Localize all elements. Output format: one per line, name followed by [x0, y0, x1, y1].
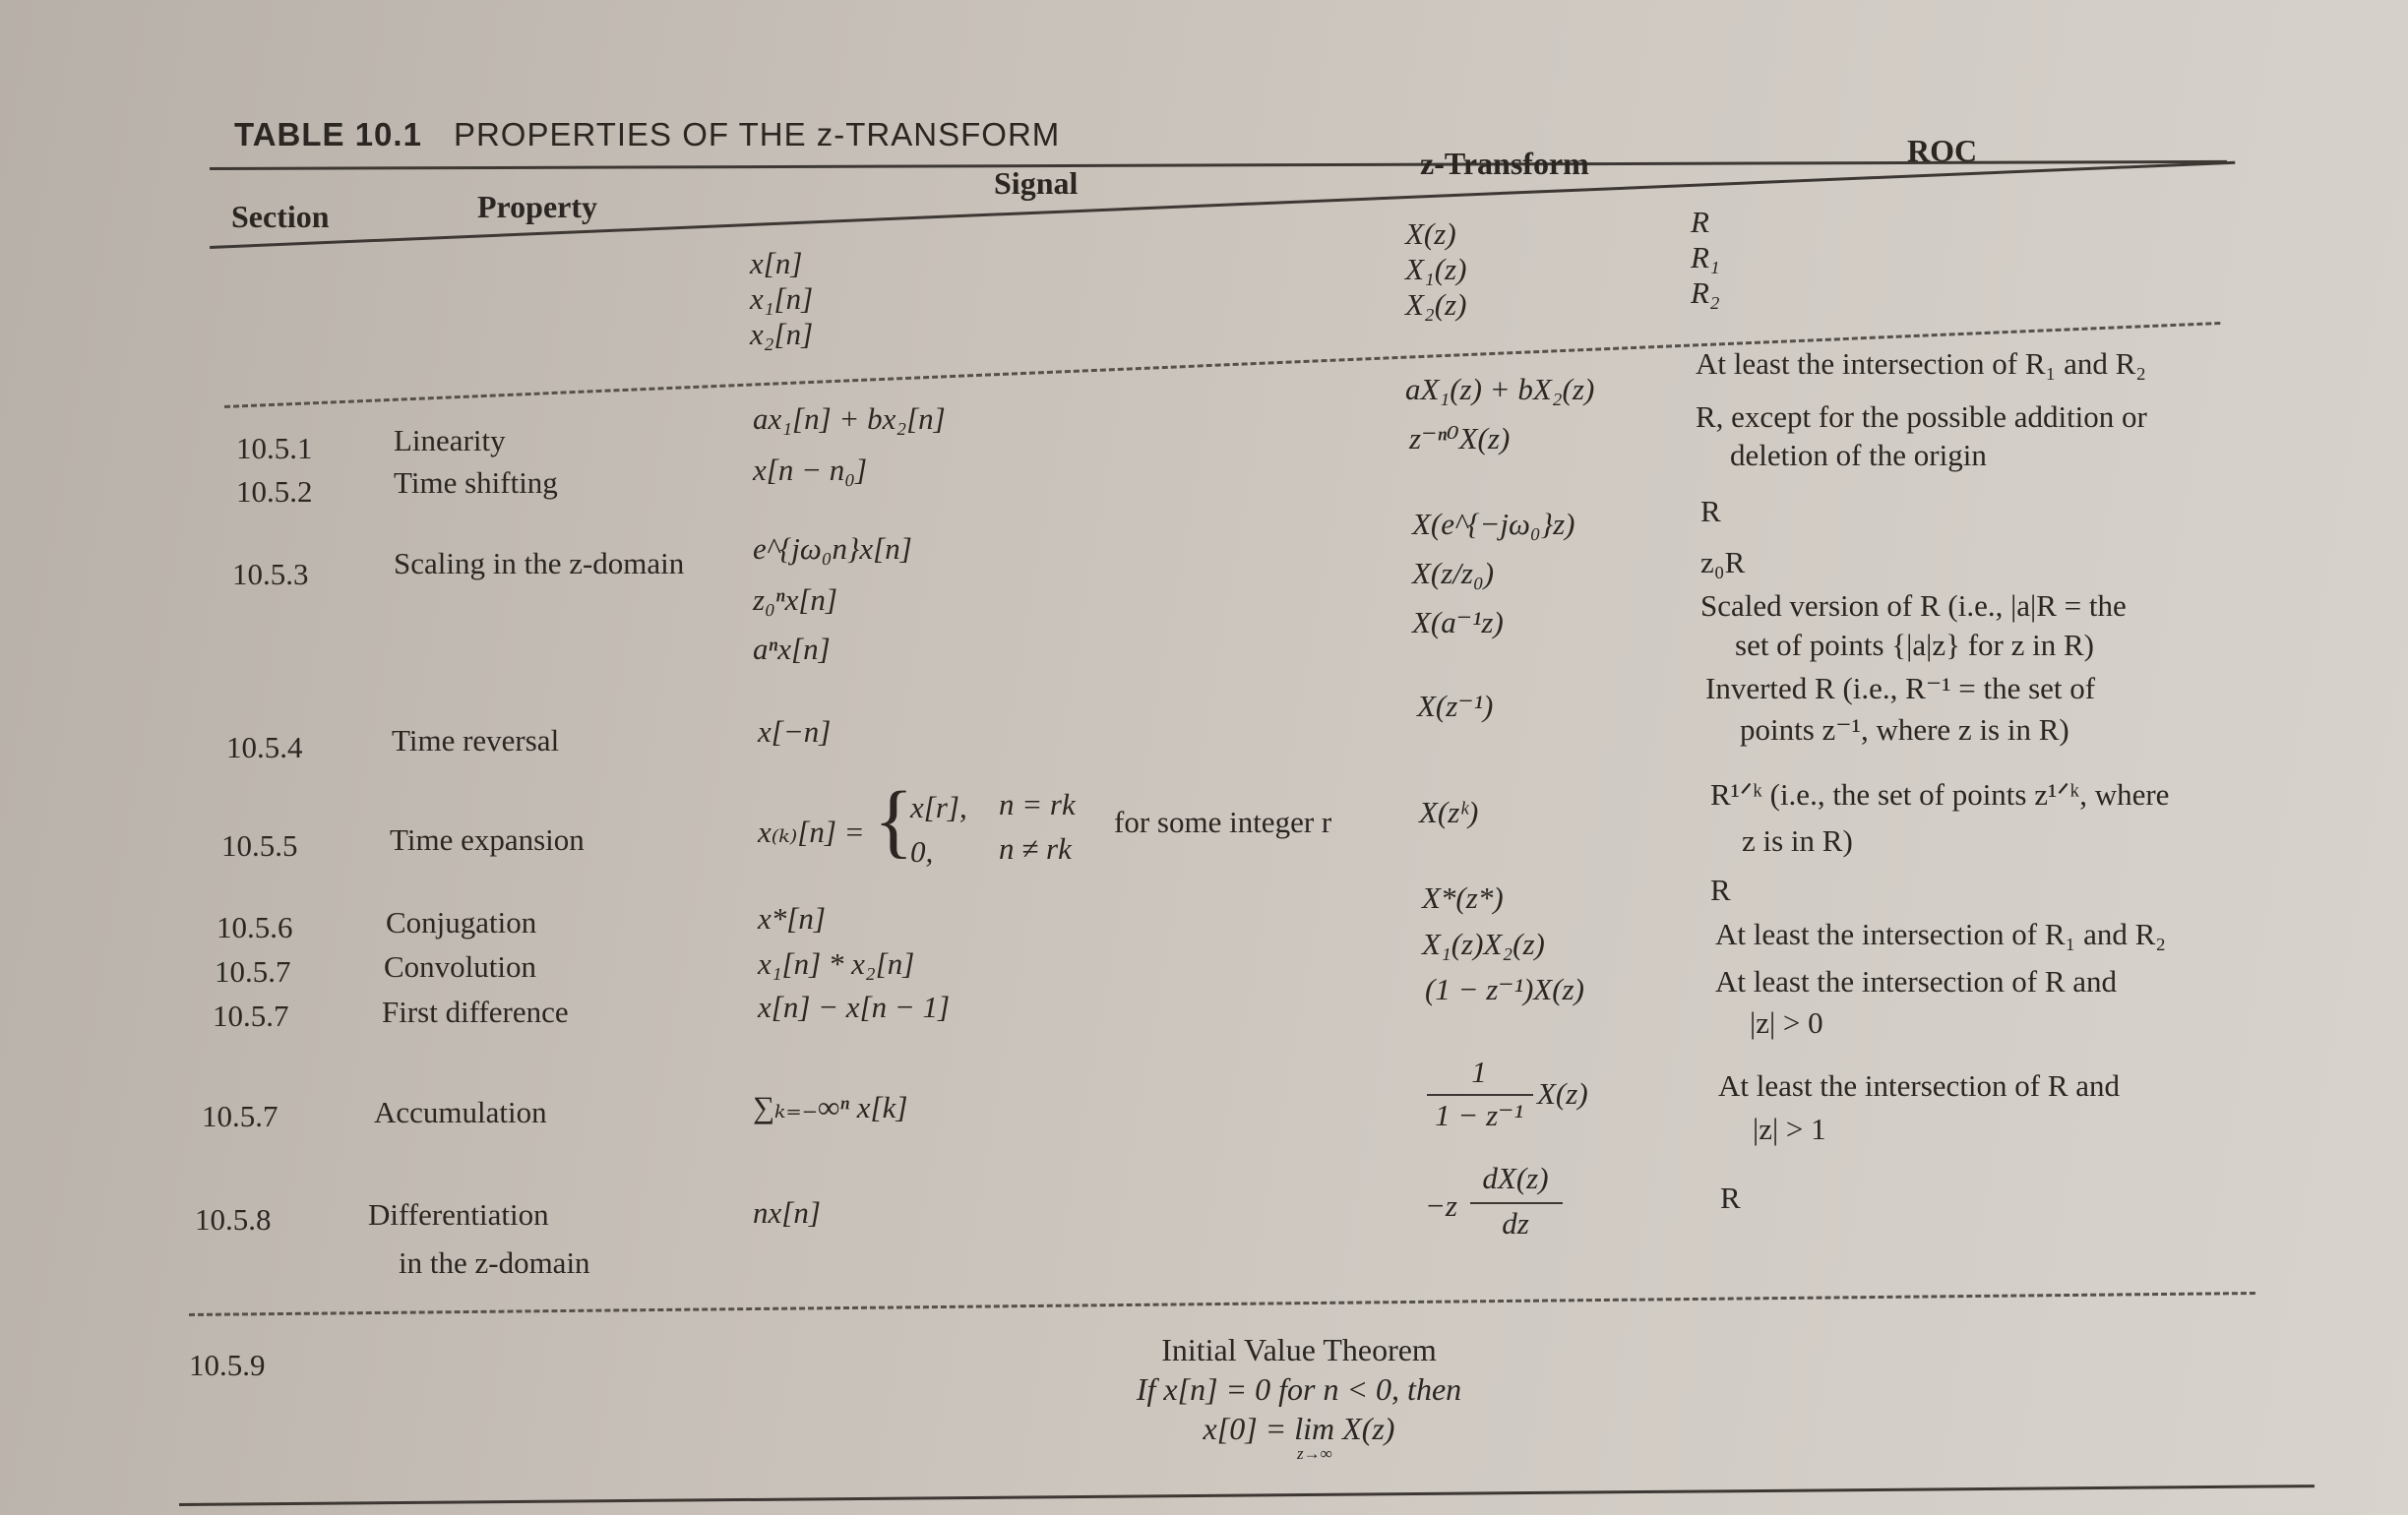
signal-lhs: x₍ₖ₎[n] = [758, 815, 865, 849]
header-ztransform: z-Transform [1420, 146, 1589, 181]
signal-expression: ∑ₖ₌₋∞ⁿ x[k] [753, 1090, 908, 1124]
roc-description: R¹ᐟᵏ (i.e., the set of points z¹ᐟᵏ, where [1710, 777, 2170, 812]
transform-expression: X*(z*) [1422, 880, 1504, 915]
property-name: Differentiation [368, 1197, 549, 1232]
header-roc: ROC [1907, 133, 1978, 168]
property-name: Conjugation [386, 905, 537, 939]
roc-description: R [1700, 494, 1721, 528]
transform-expression: aX₁(z) + bX₂(z) [1405, 372, 1595, 406]
signal-expression: x*[n] [758, 901, 826, 936]
signal-condition: n = rk [999, 787, 1076, 821]
header-property: Property [477, 189, 598, 224]
signal-expression: z₀ⁿx[n] [753, 582, 837, 617]
basis-transform: X₂(z) [1405, 287, 1467, 322]
header-signal: Signal [994, 165, 1079, 201]
signal-expression: e^{jω₀n}x[n] [753, 531, 912, 566]
roc-description: Scaled version of R (i.e., |a|R = the [1700, 588, 2127, 623]
basis-signal: x₁[n] [750, 281, 814, 316]
roc-description: R, except for the possible addition or [1696, 399, 2147, 434]
signal-expression: aⁿx[n] [753, 632, 831, 666]
basis-transform: X(z) [1405, 216, 1456, 251]
property-name: Scaling in the z-domain [394, 546, 685, 580]
theorem-result: x[0] = lim X(z) [1203, 1411, 1395, 1446]
property-name: First difference [382, 995, 569, 1029]
table-caption: PROPERTIES OF THE z-TRANSFORM [453, 116, 1061, 152]
basis-roc: R₁ [1691, 240, 1720, 274]
signal-expression: x[n − n₀] [753, 453, 868, 487]
roc-description: At least the intersection of R and [1718, 1068, 2121, 1103]
bottom-rule [179, 1485, 2315, 1506]
transform-expression: X(z) [1537, 1076, 1588, 1111]
section-number: 10.5.6 [216, 910, 293, 944]
theorem-condition: If x[n] = 0 for n < 0, then [1136, 1371, 1462, 1407]
table-number: TABLE 10.1 [234, 116, 422, 152]
fraction-bar [1427, 1094, 1533, 1096]
roc-description: set of points {|a|z} for z in R) [1735, 628, 2095, 662]
property-name: Time expansion [390, 822, 585, 857]
basis-roc: R₂ [1691, 275, 1720, 310]
case-brace: { [874, 775, 914, 867]
roc-description: R [1720, 1181, 1741, 1215]
section-number: 10.5.7 [213, 999, 289, 1033]
section-number: 10.5.1 [236, 431, 313, 465]
transform-expression: X(z/z₀) [1412, 556, 1495, 590]
table-title [234, 116, 1060, 153]
signal-expression: x[−n] [758, 714, 832, 749]
signal-note: for some integer r [1114, 805, 1332, 839]
roc-description: At least the intersection of R₁ and R₂ [1715, 917, 2167, 951]
limit-subscript: z→∞ [1297, 1444, 1332, 1463]
roc-description: deletion of the origin [1730, 438, 1987, 472]
theorem-title: Initial Value Theorem [1161, 1332, 1437, 1367]
section-number: 10.5.5 [221, 828, 298, 863]
section-number: 10.5.9 [189, 1348, 266, 1382]
signal-expression: x[n] − x[n − 1] [758, 990, 951, 1024]
header-section: Section [231, 199, 330, 234]
transform-prefix: −z [1425, 1188, 1457, 1223]
roc-description: At least the intersection of R₁ and R₂ [1696, 346, 2147, 381]
section-number: 10.5.3 [232, 557, 309, 591]
transform-expression: (1 − z⁻¹)X(z) [1425, 972, 1584, 1006]
property-name: Linearity [394, 423, 506, 457]
basis-transform: X₁(z) [1405, 252, 1467, 286]
signal-condition: n ≠ rk [999, 831, 1072, 866]
property-name: Time reversal [392, 723, 560, 758]
property-name: Convolution [384, 949, 537, 984]
property-name: in the z-domain [399, 1245, 590, 1280]
transform-expression: X(zᵏ) [1419, 795, 1479, 829]
transform-expression: X₁(z)X₂(z) [1422, 927, 1545, 961]
signal-expression: nx[n] [753, 1195, 821, 1230]
signal-expression: ax₁[n] + bx₂[n] [753, 401, 946, 436]
basis-signal: x[n] [750, 246, 803, 280]
property-name: Time shifting [394, 465, 558, 500]
roc-description: At least the intersection of R and [1715, 964, 2118, 999]
section-number: 10.5.7 [215, 954, 291, 989]
basis-roc: R [1691, 205, 1709, 239]
fraction-denominator: 1 − z⁻¹ [1435, 1098, 1523, 1132]
roc-description: R [1710, 873, 1731, 907]
signal-case: x[r], [910, 790, 967, 824]
section-number: 10.5.2 [236, 474, 313, 509]
transform-expression: X(e^{−jω₀}z) [1412, 507, 1575, 541]
signal-case: 0, [910, 834, 934, 869]
roc-description: points z⁻¹, where z is in R) [1740, 712, 2069, 747]
section-number: 10.5.8 [195, 1202, 272, 1237]
fraction-numerator: 1 [1471, 1055, 1487, 1089]
section-number: 10.5.4 [226, 730, 303, 764]
theorem-divider [189, 1292, 2255, 1316]
fraction-denominator: dz [1502, 1206, 1529, 1241]
transform-expression: X(z⁻¹) [1417, 689, 1494, 723]
roc-description: z₀R [1700, 545, 1746, 579]
transform-expression: z⁻ⁿ⁰X(z) [1409, 421, 1511, 455]
basis-signal: x₂[n] [750, 317, 814, 351]
transform-expression: X(a⁻¹z) [1412, 605, 1504, 639]
fraction-numerator: dX(z) [1482, 1161, 1549, 1195]
section-number: 10.5.7 [202, 1099, 278, 1133]
roc-description: Inverted R (i.e., R⁻¹ = the set of [1705, 671, 2096, 705]
property-name: Accumulation [374, 1095, 547, 1129]
signal-expression: x₁[n] * x₂[n] [758, 946, 915, 981]
fraction-bar [1470, 1202, 1563, 1204]
roc-description: |z| > 0 [1750, 1005, 1823, 1040]
roc-description: z is in R) [1742, 823, 1853, 858]
roc-description: |z| > 1 [1753, 1112, 1826, 1146]
